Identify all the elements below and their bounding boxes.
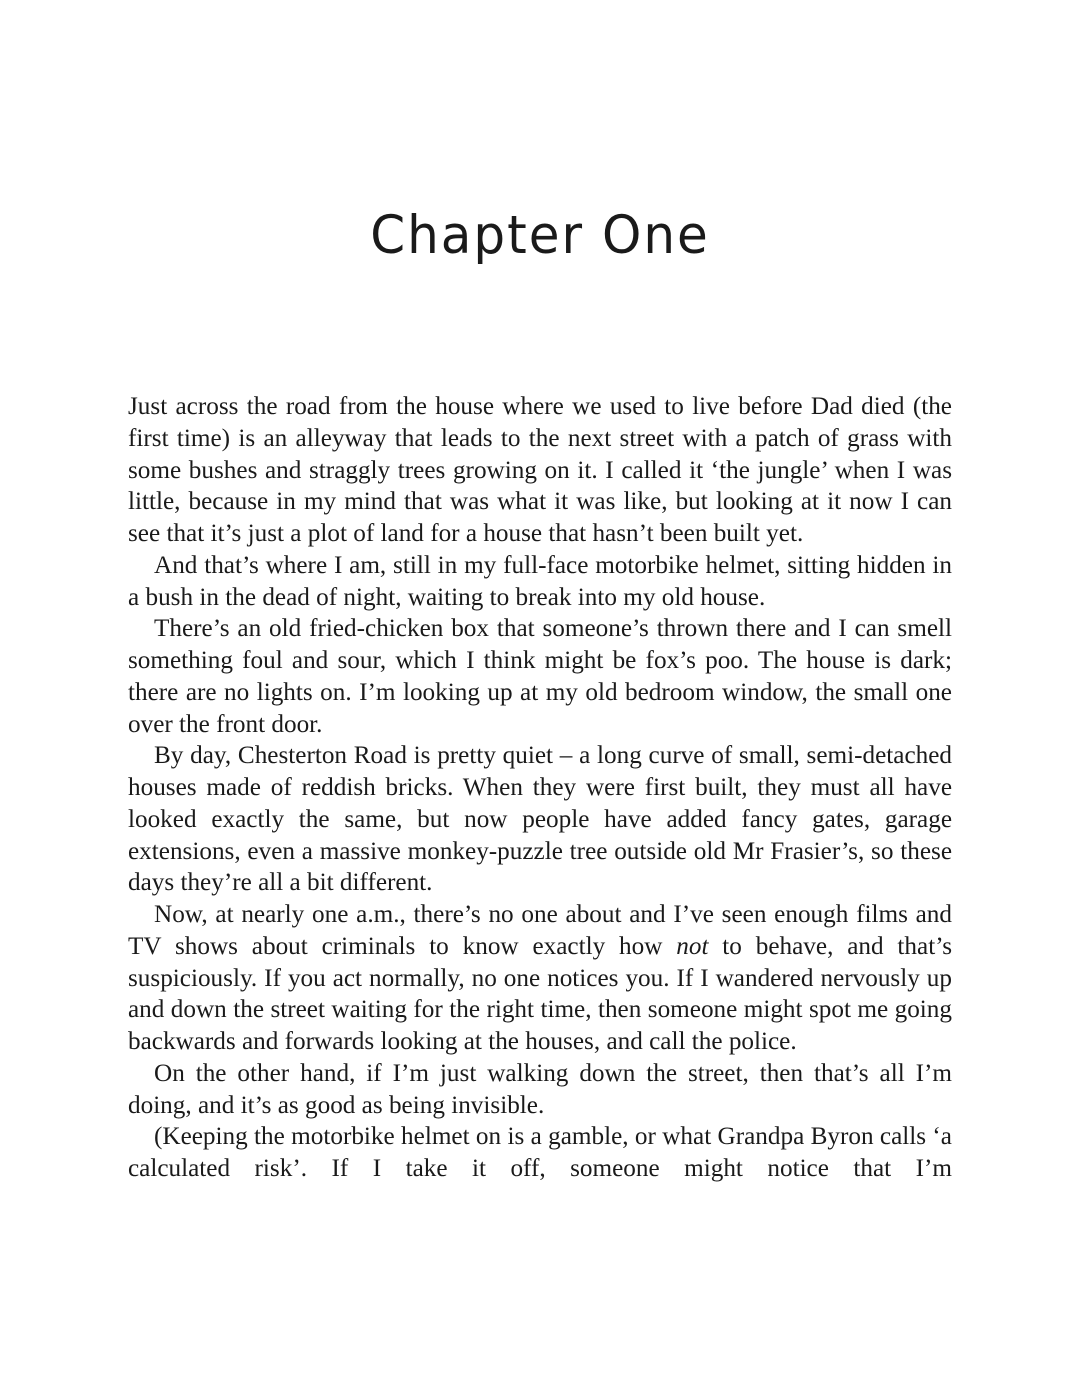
paragraph-5 <box>128 899 952 1058</box>
paragraph-3: There’s an old fried-chicken box that someone’s thrown there and I can smell something foul and sour, which I think might be fox’s poo. The house is dark; there are no lights on. I’m looking up at my old bedroom window, the small one over the front door. <box>128 615 952 738</box>
paragraph-5-start: Now, at nearly one a.m., there’s no one about and I’ve seen enough films and TV shows about criminals to know exactly how <box>128 901 952 960</box>
chapter-title: Chapter One <box>370 204 710 266</box>
chapter-body <box>128 391 952 1185</box>
paragraph-5-end: to behave, and that’s suspiciously. If you act normally, no one notices you. If I wandered nervously up and down the street waiting for the right time, then someone might spot me going backwards and forwards looking at the houses, and call the police. <box>128 932 952 1055</box>
paragraph-1: Just across the road from the house where we used to live before Dad died (the first time) is an alleyway that leads to the next street with a patch of grass with some bushes and straggly trees growing on it. I called it ‘the jungle’ when I was little, because in my mind that was what it was like, but looking at it now I can see that it’s just a plot of land for a house that hasn’t been built yet. <box>128 393 952 547</box>
emphasis-not: not <box>676 932 709 960</box>
paragraph-4: By day, Chesterton Road is pretty quiet – a long curve of small, semi-detached houses made of reddish bricks. When they were first built, they must all have looked exactly the same, but now people have added fancy gates, garage extensions, even a massive monkey-puzzle tree outside old Mr Frasier’s, so these days they’re all a bit different. <box>128 742 952 897</box>
paragraph-6: On the other hand, if I’m just walking down the street, then that’s all I’m doing, and it’s as good as being invisible. <box>128 1059 952 1119</box>
paragraph-2: And that’s where I am, still in my full-face motorbike helmet, sitting hidden in a bush in the dead of night, waiting to break into my old house. <box>128 551 952 611</box>
paragraph-7: (Keeping the motorbike helmet on is a gamble, or what Grandpa Byron calls ‘a calculated risk’. If I take it off, someone might notice that I’m <box>128 1123 952 1182</box>
